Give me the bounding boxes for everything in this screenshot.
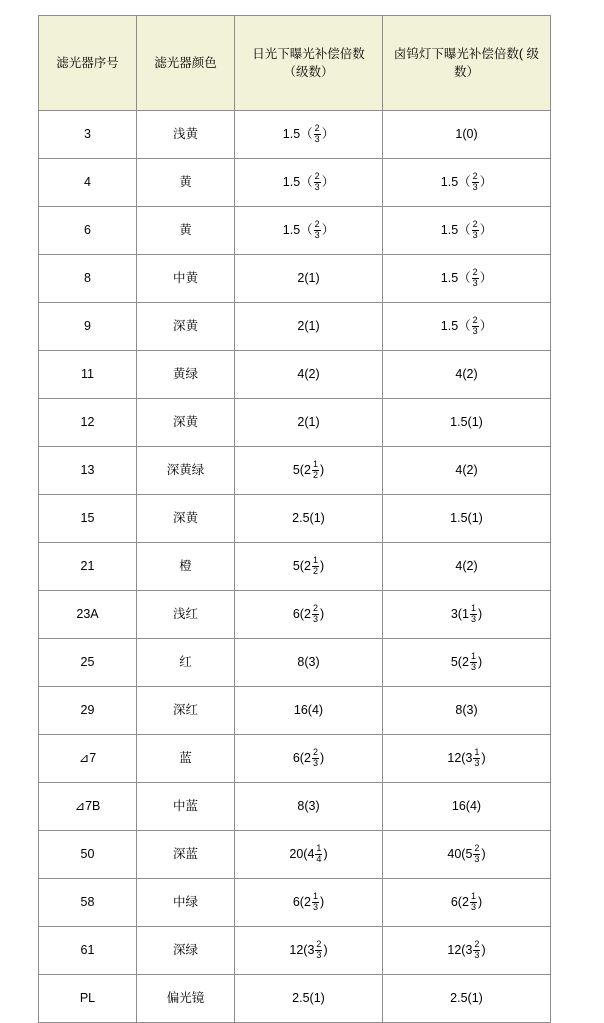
cell-filter-color: 深黄	[137, 303, 235, 351]
compensation-value: 12(3 $\frac{1}{3}$ )	[447, 747, 486, 768]
compensation-value: 6(2 $\frac{1}{3}$ )	[450, 891, 483, 912]
compensation-value: 1.5（ $\frac{2}{3}$ ）	[440, 171, 493, 192]
compensation-value: 12(3 $\frac{2}{3}$ )	[447, 939, 486, 960]
cell-tungsten-compensation	[383, 303, 551, 351]
cell-tungsten-compensation	[383, 927, 551, 975]
cell-filter-number: 3	[39, 111, 137, 159]
cell-filter-number: PL	[39, 975, 137, 1023]
fraction-denominator: 3	[472, 325, 478, 336]
column-header-line: 数）	[453, 65, 479, 79]
cell-tungsten-compensation	[383, 735, 551, 783]
table-row	[39, 879, 551, 927]
compensation-value: 1.5(1)	[450, 415, 483, 430]
table-row	[39, 975, 551, 1023]
fraction	[312, 460, 319, 479]
fraction-numerator: 2	[316, 939, 322, 950]
cell-tungsten-compensation	[383, 495, 551, 543]
fraction	[312, 604, 319, 623]
fraction-numerator: 2	[472, 315, 478, 326]
cell-filter-number: 21	[39, 543, 137, 591]
cell-tungsten-compensation	[383, 975, 551, 1023]
cell-filter-color: 深黄	[137, 399, 235, 447]
cell-filter-color: 黄绿	[137, 351, 235, 399]
table-row	[39, 495, 551, 543]
fraction	[470, 892, 477, 911]
table-row	[39, 207, 551, 255]
compensation-value: 8(3)	[297, 799, 320, 814]
fraction-denominator: 3	[470, 901, 476, 912]
fraction-numerator: 2	[312, 747, 318, 758]
fraction-numerator: 2	[314, 123, 320, 134]
compensation-value: 40(5 $\frac{2}{3}$ )	[447, 843, 486, 864]
fraction-denominator: 3	[472, 277, 478, 288]
cell-daylight-compensation	[235, 255, 383, 303]
fraction-numerator: 2	[474, 843, 480, 854]
fraction-numerator: 2	[314, 219, 320, 230]
compensation-value: 2.5(1)	[450, 991, 483, 1006]
cell-daylight-compensation	[235, 543, 383, 591]
cell-daylight-compensation	[235, 495, 383, 543]
fraction-denominator: 3	[312, 613, 318, 624]
compensation-value: 2.5(1)	[292, 991, 325, 1006]
filter-exposure-table	[38, 15, 551, 1023]
compensation-value: 3(1 $\frac{1}{3}$ )	[450, 603, 483, 624]
column-header-filter-number	[39, 16, 137, 111]
fraction-denominator: 3	[472, 181, 478, 192]
cell-filter-color: 中黄	[137, 255, 235, 303]
cell-filter-number: ⊿7	[39, 735, 137, 783]
table-row	[39, 735, 551, 783]
compensation-value: 5(2 $\frac{1}{3}$ )	[450, 651, 483, 672]
fraction	[472, 220, 479, 239]
cell-filter-number: ⊿7B	[39, 783, 137, 831]
fraction-denominator: 3	[474, 853, 480, 864]
cell-daylight-compensation	[235, 399, 383, 447]
column-header-line: 滤光器序号	[56, 55, 119, 70]
cell-filter-number: 8	[39, 255, 137, 303]
cell-tungsten-compensation	[383, 111, 551, 159]
filter-exposure-table-container	[38, 15, 550, 1023]
cell-daylight-compensation	[235, 303, 383, 351]
cell-daylight-compensation	[235, 879, 383, 927]
fraction-denominator: 3	[312, 757, 318, 768]
cell-filter-number: 23A	[39, 591, 137, 639]
fraction-denominator: 3	[314, 229, 320, 240]
cell-tungsten-compensation	[383, 543, 551, 591]
fraction	[315, 940, 322, 959]
compensation-value: 1(0)	[455, 127, 478, 142]
table-row	[39, 303, 551, 351]
fraction-numerator: 2	[312, 603, 318, 614]
cell-filter-color: 蓝	[137, 735, 235, 783]
compensation-value: 4(2)	[455, 559, 478, 574]
cell-filter-color: 深红	[137, 687, 235, 735]
cell-filter-number: 61	[39, 927, 137, 975]
cell-filter-number: 12	[39, 399, 137, 447]
fraction	[472, 268, 479, 287]
fraction-denominator: 2	[312, 565, 318, 576]
fraction	[473, 940, 480, 959]
cell-daylight-compensation	[235, 927, 383, 975]
cell-filter-color: 偏光镜	[137, 975, 235, 1023]
fraction-numerator: 1	[312, 555, 318, 566]
fraction	[470, 604, 477, 623]
cell-daylight-compensation	[235, 447, 383, 495]
fraction-denominator: 4	[316, 853, 322, 864]
cell-tungsten-compensation	[383, 591, 551, 639]
fraction-denominator: 3	[470, 661, 476, 672]
fraction-denominator: 3	[314, 181, 320, 192]
table-body	[39, 111, 551, 1023]
cell-daylight-compensation	[235, 831, 383, 879]
table-row	[39, 543, 551, 591]
cell-filter-color: 深黄绿	[137, 447, 235, 495]
cell-tungsten-compensation	[383, 447, 551, 495]
fraction	[473, 844, 480, 863]
cell-tungsten-compensation	[383, 879, 551, 927]
column-header-line: （级数）	[283, 65, 334, 79]
compensation-value: 1.5（ $\frac{2}{3}$ ）	[282, 219, 335, 240]
table-row	[39, 111, 551, 159]
compensation-value: 2(1)	[297, 271, 320, 286]
compensation-value: 4(2)	[455, 367, 478, 382]
compensation-value: 6(2 $\frac{1}{3}$ )	[292, 891, 325, 912]
column-header-line: 卤钨灯下曝光补偿倍数( 级	[393, 46, 540, 61]
table-row	[39, 447, 551, 495]
column-header-filter-color	[137, 16, 235, 111]
cell-daylight-compensation	[235, 735, 383, 783]
cell-filter-color: 中绿	[137, 879, 235, 927]
fraction-numerator: 2	[314, 171, 320, 182]
cell-tungsten-compensation	[383, 351, 551, 399]
compensation-value: 4(2)	[297, 367, 320, 382]
compensation-value: 8(3)	[455, 703, 478, 718]
fraction	[312, 892, 319, 911]
fraction	[473, 748, 480, 767]
cell-filter-color: 黄	[137, 207, 235, 255]
cell-filter-number: 4	[39, 159, 137, 207]
fraction-denominator: 3	[474, 757, 480, 768]
cell-filter-number: 11	[39, 351, 137, 399]
cell-daylight-compensation	[235, 351, 383, 399]
fraction	[472, 172, 479, 191]
cell-tungsten-compensation	[383, 639, 551, 687]
compensation-value: 5(2 $\frac{1}{2}$ )	[292, 555, 325, 576]
table-row	[39, 159, 551, 207]
fraction	[470, 652, 477, 671]
cell-daylight-compensation	[235, 111, 383, 159]
cell-daylight-compensation	[235, 639, 383, 687]
fraction-numerator: 1	[470, 651, 476, 662]
table-row	[39, 399, 551, 447]
fraction	[314, 172, 321, 191]
cell-daylight-compensation	[235, 207, 383, 255]
compensation-value: 1.5（ $\frac{2}{3}$ ）	[440, 315, 493, 336]
cell-filter-color: 深黄	[137, 495, 235, 543]
fraction	[312, 556, 319, 575]
cell-filter-number: 29	[39, 687, 137, 735]
compensation-value: 5(2 $\frac{1}{2}$ )	[292, 459, 325, 480]
fraction-numerator: 2	[474, 939, 480, 950]
cell-filter-color: 深绿	[137, 927, 235, 975]
compensation-value: 20(4 $\frac{1}{4}$ )	[289, 843, 328, 864]
fraction-denominator: 3	[472, 229, 478, 240]
compensation-value: 6(2 $\frac{2}{3}$ )	[292, 603, 325, 624]
cell-tungsten-compensation	[383, 255, 551, 303]
cell-tungsten-compensation	[383, 399, 551, 447]
cell-filter-number: 58	[39, 879, 137, 927]
cell-tungsten-compensation	[383, 831, 551, 879]
cell-daylight-compensation	[235, 687, 383, 735]
compensation-value: 2.5(1)	[292, 511, 325, 526]
table-row	[39, 351, 551, 399]
cell-filter-color: 橙	[137, 543, 235, 591]
fraction-numerator: 1	[312, 459, 318, 470]
column-header-line: 日光下曝光补偿倍数	[252, 46, 365, 61]
cell-filter-number: 13	[39, 447, 137, 495]
cell-tungsten-compensation	[383, 207, 551, 255]
cell-filter-number: 50	[39, 831, 137, 879]
fraction	[315, 844, 322, 863]
compensation-value: 1.5（ $\frac{2}{3}$ ）	[282, 123, 335, 144]
compensation-value: 2(1)	[297, 415, 320, 430]
cell-filter-number: 25	[39, 639, 137, 687]
cell-daylight-compensation	[235, 783, 383, 831]
fraction-numerator: 2	[472, 219, 478, 230]
compensation-value: 8(3)	[297, 655, 320, 670]
cell-filter-color: 浅红	[137, 591, 235, 639]
compensation-value: 1.5(1)	[450, 511, 483, 526]
compensation-value: 16(4)	[293, 703, 324, 718]
fraction-numerator: 1	[470, 603, 476, 614]
fraction-denominator: 3	[316, 949, 322, 960]
column-header-tungsten-compensation	[383, 16, 551, 111]
compensation-value: 1.5（ $\frac{2}{3}$ ）	[282, 171, 335, 192]
cell-filter-color: 红	[137, 639, 235, 687]
cell-daylight-compensation	[235, 975, 383, 1023]
compensation-value: 4(2)	[455, 463, 478, 478]
fraction-denominator: 3	[312, 901, 318, 912]
cell-daylight-compensation	[235, 591, 383, 639]
cell-filter-color: 浅黄	[137, 111, 235, 159]
fraction-denominator: 3	[474, 949, 480, 960]
cell-tungsten-compensation	[383, 687, 551, 735]
fraction-denominator: 3	[470, 613, 476, 624]
cell-filter-color: 黄	[137, 159, 235, 207]
table-header	[39, 16, 551, 111]
compensation-value: 1.5（ $\frac{2}{3}$ ）	[440, 267, 493, 288]
compensation-value: 16(4)	[451, 799, 482, 814]
fraction-numerator: 1	[316, 843, 322, 854]
table-row	[39, 927, 551, 975]
table-row	[39, 639, 551, 687]
fraction-denominator: 2	[312, 469, 318, 480]
cell-tungsten-compensation	[383, 783, 551, 831]
column-header-daylight-compensation	[235, 16, 383, 111]
cell-daylight-compensation	[235, 159, 383, 207]
compensation-value: 6(2 $\frac{2}{3}$ )	[292, 747, 325, 768]
cell-filter-color: 中蓝	[137, 783, 235, 831]
table-row	[39, 255, 551, 303]
fraction-numerator: 2	[472, 171, 478, 182]
fraction-numerator: 2	[472, 267, 478, 278]
cell-filter-number: 15	[39, 495, 137, 543]
table-row	[39, 783, 551, 831]
fraction-numerator: 1	[312, 891, 318, 902]
cell-tungsten-compensation	[383, 159, 551, 207]
fraction-denominator: 3	[314, 133, 320, 144]
table-row	[39, 687, 551, 735]
table-header-row	[39, 16, 551, 111]
fraction-numerator: 1	[470, 891, 476, 902]
compensation-value: 1.5（ $\frac{2}{3}$ ）	[440, 219, 493, 240]
fraction	[314, 124, 321, 143]
fraction-numerator: 1	[474, 747, 480, 758]
fraction	[314, 220, 321, 239]
table-row	[39, 591, 551, 639]
cell-filter-color: 深蓝	[137, 831, 235, 879]
column-header-line: 滤光器颜色	[154, 55, 217, 70]
compensation-value: 2(1)	[297, 319, 320, 334]
cell-filter-number: 9	[39, 303, 137, 351]
fraction	[312, 748, 319, 767]
fraction	[472, 316, 479, 335]
table-row	[39, 831, 551, 879]
cell-filter-number: 6	[39, 207, 137, 255]
compensation-value: 12(3 $\frac{2}{3}$ )	[289, 939, 328, 960]
